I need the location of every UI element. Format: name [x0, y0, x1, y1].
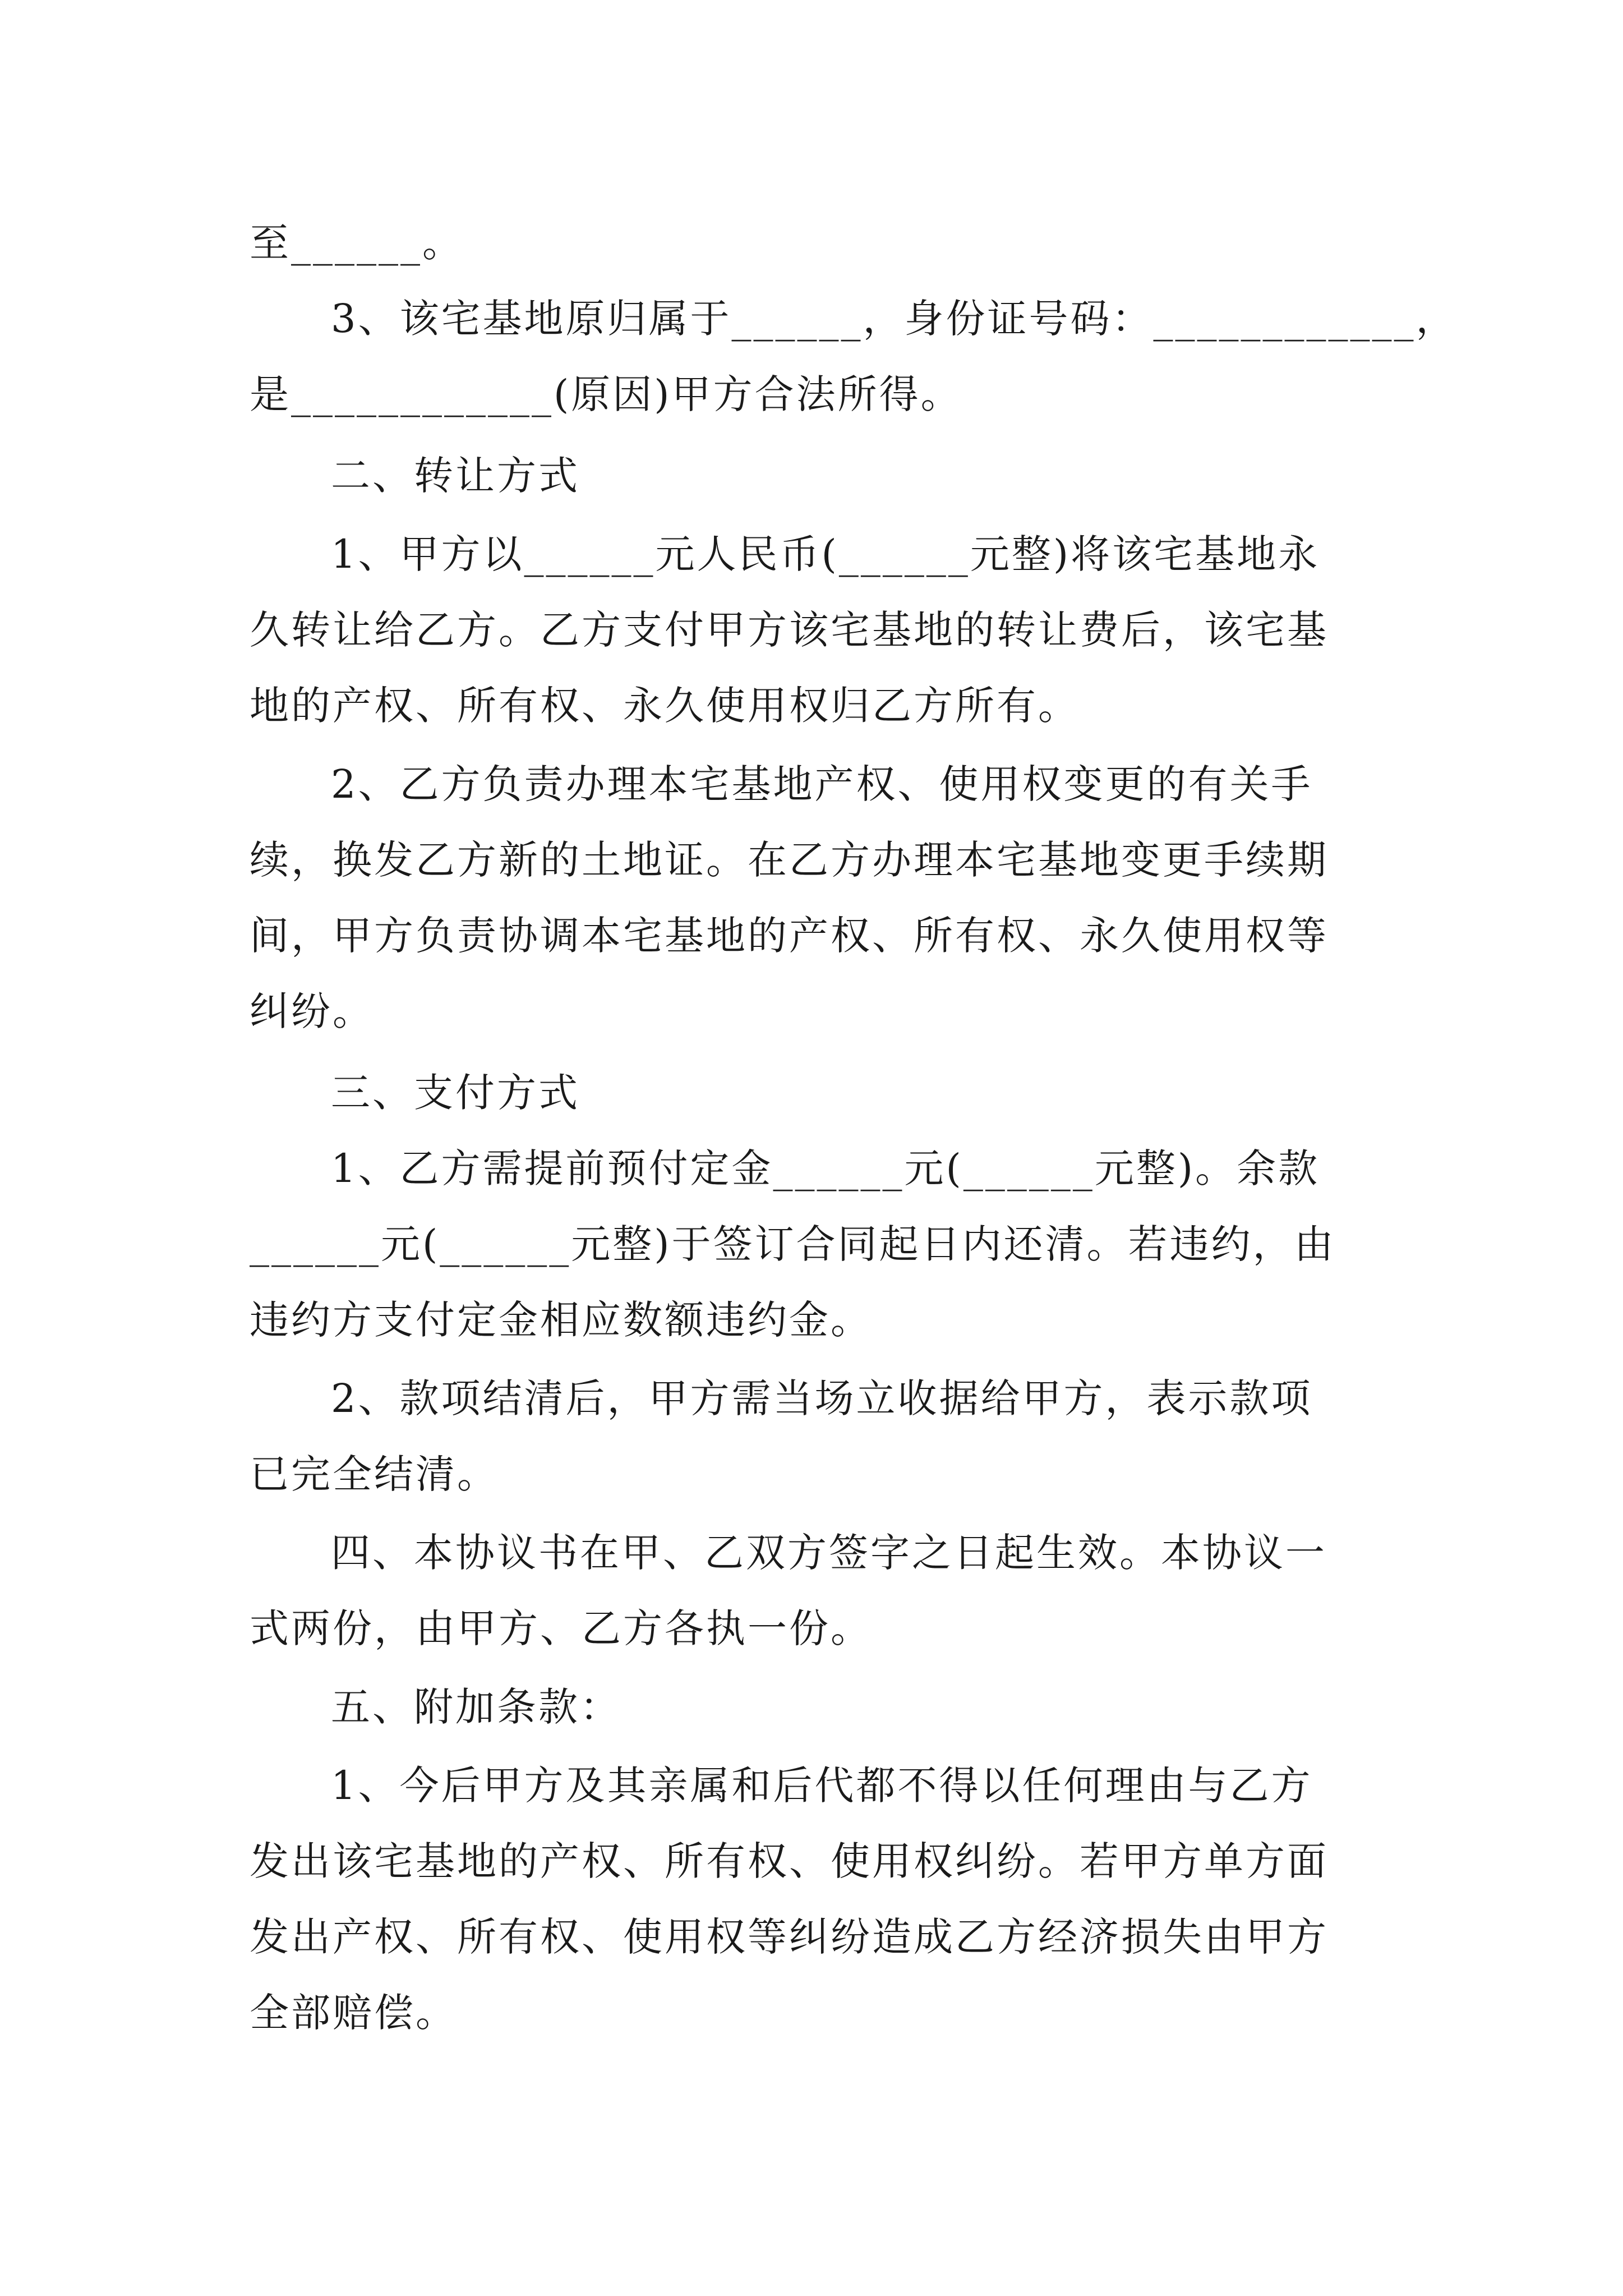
text-line: 2、乙方负责办理本宅基地产权、使用权变更的有关手 [331, 761, 1313, 807]
text-line: 是____________(原因)甲方合法所得。 [250, 371, 962, 417]
text-line: 1、今后甲方及其亲属和后代都不得以任何理由与乙方 [331, 1763, 1313, 1809]
text-line: 纠纷。 [250, 988, 374, 1034]
text-line: 式两份，由甲方、乙方各执一份。 [250, 1605, 872, 1651]
text-line: 2、款项结清后，甲方需当场立收据给甲方，表示款项 [331, 1375, 1313, 1421]
text-line: 续，换发乙方新的土地证。在乙方办理本宅基地变更手续期 [250, 837, 1329, 883]
section-heading: 四、本协议书在甲、乙双方签字之日起生效。本协议一 [331, 1530, 1327, 1576]
text-line: 违约方支付定金相应数额违约金。 [250, 1297, 872, 1343]
section-heading: 五、附加条款： [331, 1684, 621, 1730]
text-line: 发出该宅基地的产权、所有权、使用权纠纷。若甲方单方面 [250, 1838, 1329, 1884]
section-heading: 三、支付方式 [331, 1070, 580, 1116]
text-line: 1、乙方需提前预付定金______元(______元整)。余款 [331, 1145, 1320, 1191]
text-line: 发出产权、所有权、使用权等纠纷造成乙方经济损失由甲方 [250, 1914, 1329, 1960]
text-line: 间，甲方负责协调本宅基地的产权、所有权、永久使用权等 [250, 913, 1329, 959]
text-line: 1、甲方以______元人民币(______元整)将该宅基地永 [331, 531, 1320, 577]
text-line: ______元(______元整)于签订合同起日内还清。若违约，由 [250, 1221, 1336, 1267]
text-line: 至______。 [250, 220, 464, 266]
text-line: 已完全结清。 [250, 1451, 499, 1497]
section-heading: 二、转让方式 [331, 453, 580, 499]
text-line: 全部赔偿。 [250, 1990, 457, 2036]
text-line: 地的产权、所有权、永久使用权归乙方所有。 [250, 683, 1080, 729]
text-line: 3、该宅基地原归属于______，身份证号码：____________， [331, 296, 1458, 342]
text-line: 久转让给乙方。乙方支付甲方该宅基地的转让费后，该宅基 [250, 607, 1329, 653]
